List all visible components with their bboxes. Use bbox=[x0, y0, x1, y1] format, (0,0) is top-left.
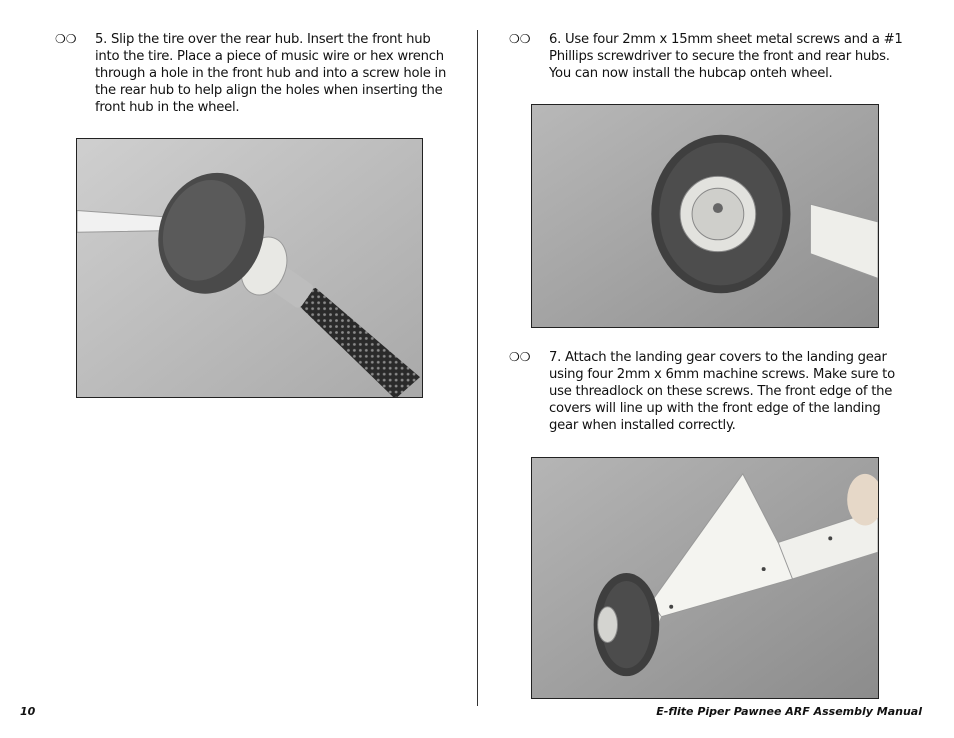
photo-wheel-with-hubcap bbox=[531, 104, 879, 328]
step-7-text: 7. Attach the landing gear covers to the landing gear using four 2mm x 6mm machine screws. Make sure to use threadlock on these screws. The front edge of the covers will line up with the front edge of the landing gear when installed correctly. bbox=[549, 350, 895, 433]
photo-tire-hub-assembly bbox=[76, 138, 423, 398]
page-number: 10 bbox=[20, 705, 36, 718]
step-6-text: 6. Use four 2mm x 15mm sheet metal screws and a #1 Phillips screwdriver to secure the front and rear hubs. You can now install the hubcap onteh wheel. bbox=[549, 32, 903, 81]
photo-landing-gear-cover bbox=[531, 457, 879, 699]
checkbox-icon[interactable]: ❍❍ bbox=[509, 32, 531, 46]
checkbox-icon[interactable]: ❍❍ bbox=[55, 32, 77, 46]
manual-title: E-flite Piper Pawnee ARF Assembly Manual bbox=[656, 705, 922, 718]
step-5-text: 5. Slip the tire over the rear hub. Insert the front hub into the tire. Place a piece of music wire or hex wrench through a hole in the front hub and into a screw hole in the rear hub to help align the holes when inserting the front hub in the wheel. bbox=[95, 32, 447, 115]
checkbox-icon[interactable]: ❍❍ bbox=[509, 350, 531, 364]
column-divider bbox=[477, 30, 478, 706]
